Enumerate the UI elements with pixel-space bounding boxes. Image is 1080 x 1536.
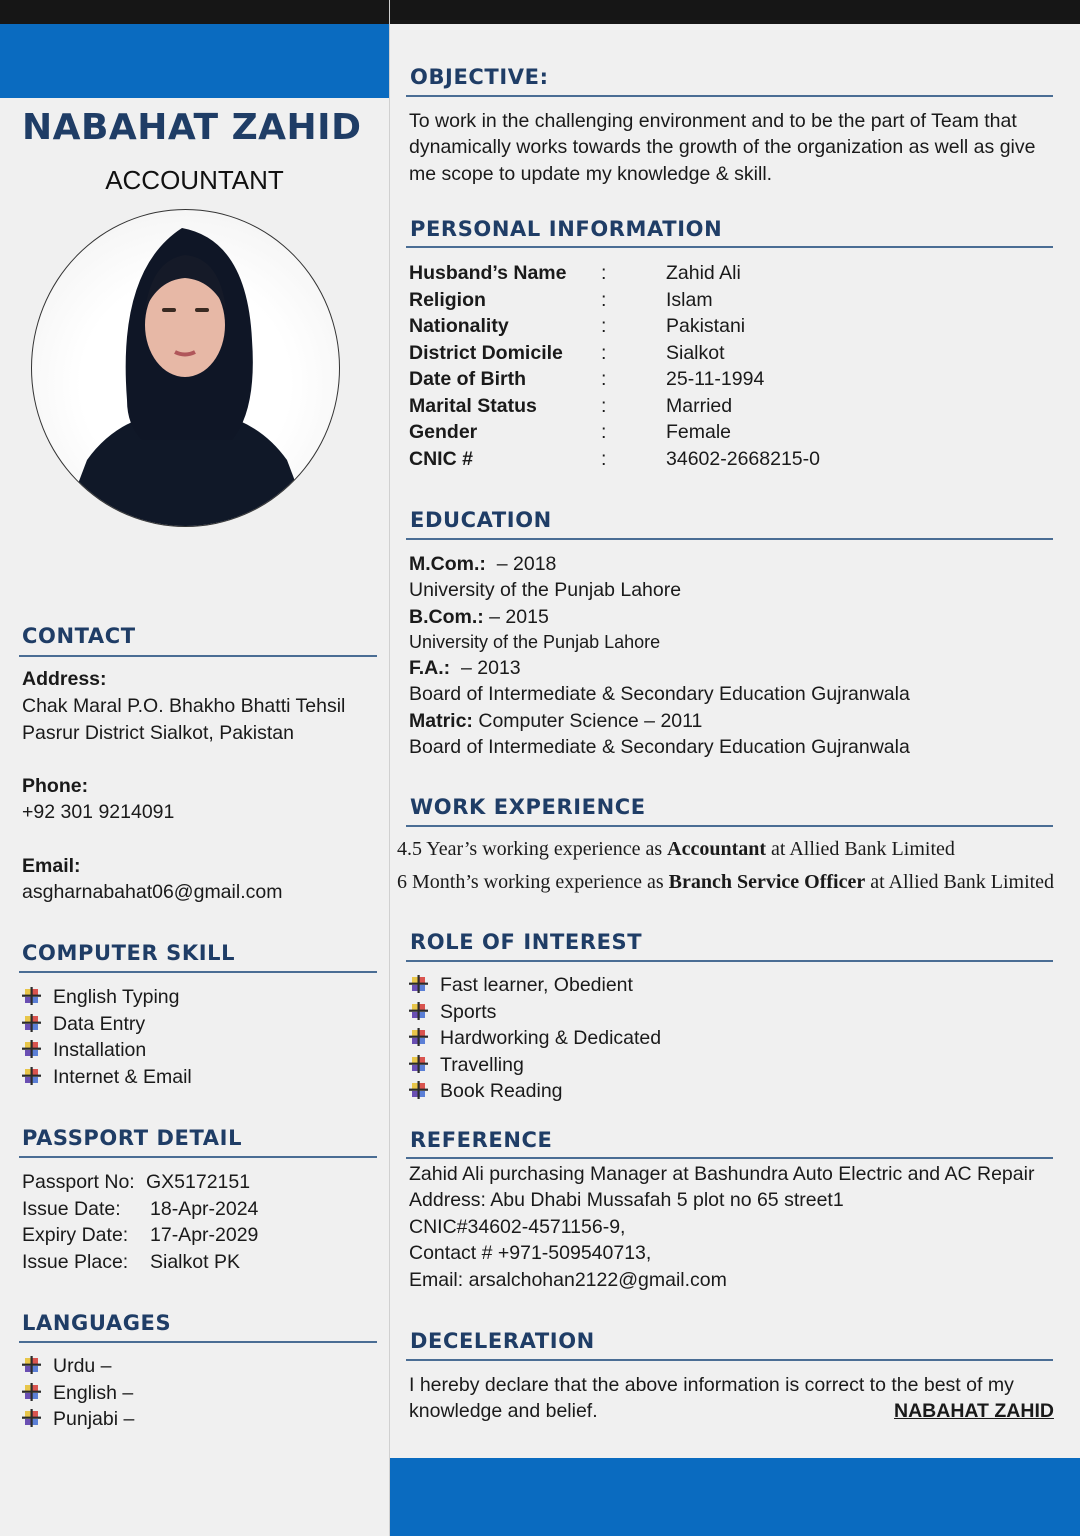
- education-divider: [406, 538, 1053, 540]
- edu-bcom-institution: University of the Punjab Lahore: [409, 632, 661, 652]
- interest-divider: [406, 960, 1053, 962]
- objective-line2: dynamically works towards the growth of the organization as well as give: [409, 136, 1036, 158]
- declaration-divider: [406, 1359, 1053, 1361]
- computer-skill-divider: [19, 971, 377, 973]
- contact-divider: [19, 655, 377, 657]
- interest-heading: ROLE OF INTEREST: [410, 930, 643, 954]
- work-heading: WORK EXPERIENCE: [410, 795, 646, 819]
- address-line1: Chak Maral P.O. Bhakho Bhatti Tehsil: [22, 695, 346, 717]
- interest-item: Fast learner, Obedient: [409, 972, 633, 999]
- skill-item: English Typing: [22, 984, 179, 1011]
- expiry-date-value: 17-Apr-2029: [150, 1224, 259, 1246]
- reference-line1: Zahid Ali purchasing Manager at Bashundra Auto Electric and AC Repair: [409, 1163, 1035, 1185]
- language-item: Punjabi –: [22, 1406, 134, 1433]
- passport-no-value: GX5172151: [146, 1171, 251, 1193]
- address-line2: Pasrur District Sialkot, Pakistan: [22, 722, 295, 744]
- objective-line3: me scope to update my knowledge & skill.: [409, 163, 773, 185]
- issue-date-value: 18-Apr-2024: [150, 1198, 259, 1220]
- declaration-line2: knowledge and belief.: [409, 1400, 598, 1422]
- bullet-icon: [409, 1028, 429, 1046]
- objective-line1: To work in the challenging environment and to be the part of Team that: [409, 110, 1017, 132]
- language-item: English –: [22, 1380, 133, 1407]
- left-column: [0, 0, 389, 1536]
- language-item: Urdu –: [22, 1353, 112, 1380]
- work-item: 4.5 Year’s working experience as Accountant at Allied Bank Limited: [397, 838, 955, 860]
- bullet-icon: [22, 1356, 42, 1374]
- bullet-icon: [22, 1067, 42, 1085]
- interest-item: Sports: [409, 999, 496, 1026]
- profile-photo: [31, 209, 340, 527]
- languages-heading: LANGUAGES: [22, 1311, 172, 1335]
- reference-line3: CNIC#34602-4571156-9,: [409, 1216, 626, 1238]
- skill-item: Data Entry: [22, 1011, 145, 1038]
- bullet-icon: [409, 1081, 429, 1099]
- passport-no-label: Passport No:: [22, 1171, 135, 1193]
- edu-fa-institution: Board of Intermediate & Secondary Education Gujranwala: [409, 683, 910, 705]
- bullet-icon: [409, 1055, 429, 1073]
- reference-divider: [406, 1157, 1053, 1159]
- education-heading: EDUCATION: [410, 508, 552, 532]
- objective-heading: OBJECTIVE:: [410, 65, 549, 89]
- bullet-icon: [22, 987, 42, 1005]
- address-label: Address:: [22, 668, 107, 690]
- signature-name: NABAHAT ZAHID: [894, 1400, 1054, 1422]
- passport-heading: PASSPORT DETAIL: [22, 1126, 243, 1150]
- edu-mcom-institution: University of the Punjab Lahore: [409, 579, 682, 601]
- contact-heading: CONTACT: [22, 624, 136, 648]
- issue-date-label: Issue Date:: [22, 1198, 121, 1220]
- bullet-icon: [22, 1383, 42, 1401]
- interest-item: Book Reading: [409, 1078, 563, 1105]
- passport-divider: [19, 1156, 377, 1158]
- reference-line4: Contact # +971-509540713,: [409, 1242, 652, 1264]
- edu-fa: F.A.: – 2013: [409, 657, 521, 679]
- expiry-date-label: Expiry Date:: [22, 1224, 129, 1246]
- work-item: 6 Month’s working experience as Branch Service Officer at Allied Bank Limited: [397, 871, 1055, 893]
- edu-mcom: M.Com.: – 2018: [409, 553, 557, 575]
- candidate-name: NABAHAT ZAHID: [22, 107, 362, 148]
- personal-info-divider: [406, 246, 1053, 248]
- phone-label: Phone:: [22, 775, 89, 797]
- reference-line5: Email: arsalchohan2122@gmail.com: [409, 1269, 727, 1291]
- work-divider: [406, 825, 1053, 827]
- issue-place-label: Issue Place:: [22, 1251, 129, 1273]
- declaration-line1: I hereby declare that the above information is correct to the best of my: [409, 1374, 1014, 1396]
- reference-heading: REFERENCE: [410, 1128, 553, 1152]
- edu-matric-institution: Board of Intermediate & Secondary Education Gujranwala: [409, 736, 910, 758]
- bullet-icon: [22, 1014, 42, 1032]
- objective-divider: [406, 95, 1053, 97]
- bullet-icon: [409, 1002, 429, 1020]
- email-label: Email:: [22, 855, 81, 877]
- email-value: asgharnabahat06@gmail.com: [22, 881, 283, 903]
- edu-matric: Matric: Computer Science – 2011: [409, 710, 703, 732]
- interest-item: Travelling: [409, 1052, 524, 1079]
- edu-bcom: B.Com.: – 2015: [409, 606, 549, 628]
- bullet-icon: [409, 975, 429, 993]
- bullet-icon: [22, 1409, 42, 1427]
- profile-photo-illustration: [32, 210, 339, 526]
- skill-item: Internet & Email: [22, 1064, 192, 1091]
- declaration-heading: DECELERATION: [410, 1329, 595, 1353]
- issue-place-value: Sialkot PK: [150, 1251, 240, 1273]
- phone-value: +92 301 9214091: [22, 801, 175, 823]
- bullet-icon: [22, 1040, 42, 1058]
- candidate-title: ACCOUNTANT: [105, 165, 284, 195]
- reference-line2: Address: Abu Dhabi Mussafah 5 plot no 65 street1: [409, 1189, 844, 1211]
- personal-info-heading: PERSONAL INFORMATION: [410, 217, 723, 241]
- languages-divider: [19, 1341, 377, 1343]
- computer-skill-heading: COMPUTER SKILL: [22, 941, 236, 965]
- skill-item: Installation: [22, 1037, 146, 1064]
- interest-item: Hardworking & Dedicated: [409, 1025, 661, 1052]
